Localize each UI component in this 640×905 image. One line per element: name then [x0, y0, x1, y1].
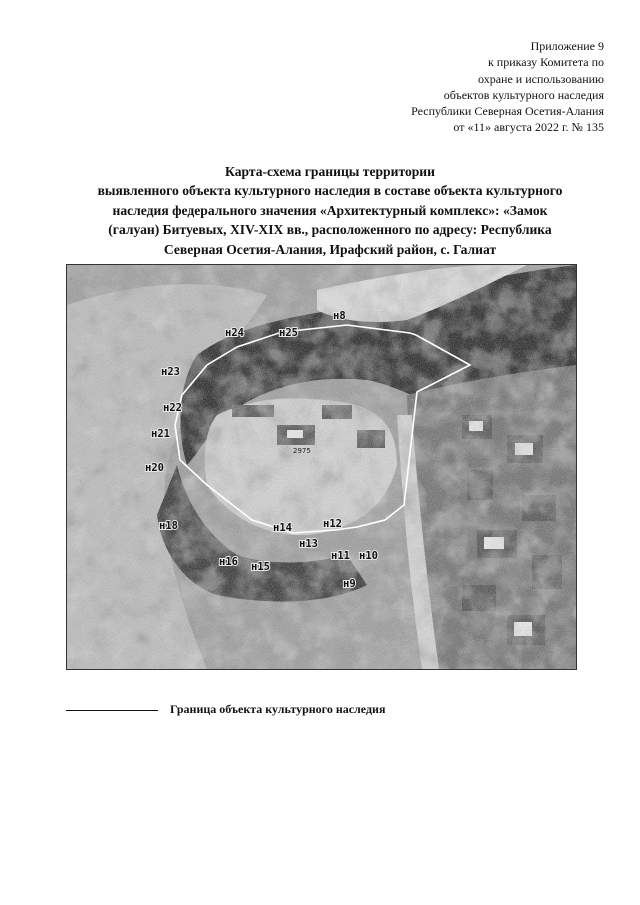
point-label-n25: н25: [279, 327, 298, 339]
appendix-header: [304, 38, 604, 136]
point-label-n16: н16: [219, 556, 238, 568]
satellite-map: [66, 264, 577, 670]
appendix-line: объектов культурного наследия: [443, 87, 604, 102]
appendix-line: от «11» августа 2022 г. № 135: [453, 120, 604, 135]
point-label-n23: н23: [161, 366, 180, 378]
point-label-n15: н15: [251, 561, 270, 573]
map-svg: [67, 265, 576, 669]
point-label-n9: н9: [343, 578, 356, 590]
title-line: (галуан) Битуевых, XIV-XIX вв., расположенного по адресу: Республика: [108, 222, 552, 238]
title-line: наследия федерального значения «Архитектурный комплекс»: «Замок: [112, 202, 548, 218]
point-label-n13: н13: [299, 538, 318, 550]
appendix-line: охране и использованию: [478, 71, 604, 86]
title-line: Карта-схема границы территории: [225, 164, 435, 179]
image-grain: [67, 265, 576, 669]
title-line: Северная Осетия-Алания, Ирафский район, с. Галиат: [163, 241, 497, 257]
point-label-n18: н18: [159, 520, 178, 532]
point-label-n24: н24: [225, 327, 244, 339]
point-label-n21: н21: [151, 428, 170, 440]
document-title: [60, 162, 600, 259]
legend-label: Граница объекта культурного наследия: [170, 702, 386, 716]
point-label-n20: н20: [145, 462, 164, 474]
point-label-n8: н8: [333, 310, 346, 322]
point-label-n11: н11: [331, 550, 350, 562]
parcel-number: 2975: [293, 447, 311, 455]
title-line: выявленного объекта культурного наследия в составе объекта культурного: [97, 183, 563, 199]
legend-line-symbol: [66, 710, 158, 711]
appendix-line: Республики Северная Осетия-Алания: [411, 104, 604, 119]
map-legend: [66, 701, 586, 721]
appendix-line: Приложение 9: [530, 39, 604, 53]
point-label-n12: н12: [323, 518, 342, 530]
appendix-line: к приказу Комитета по: [487, 55, 604, 70]
point-label-n14: н14: [273, 522, 292, 534]
point-label-n10: н10: [359, 550, 378, 562]
point-label-n22: н22: [163, 402, 182, 414]
